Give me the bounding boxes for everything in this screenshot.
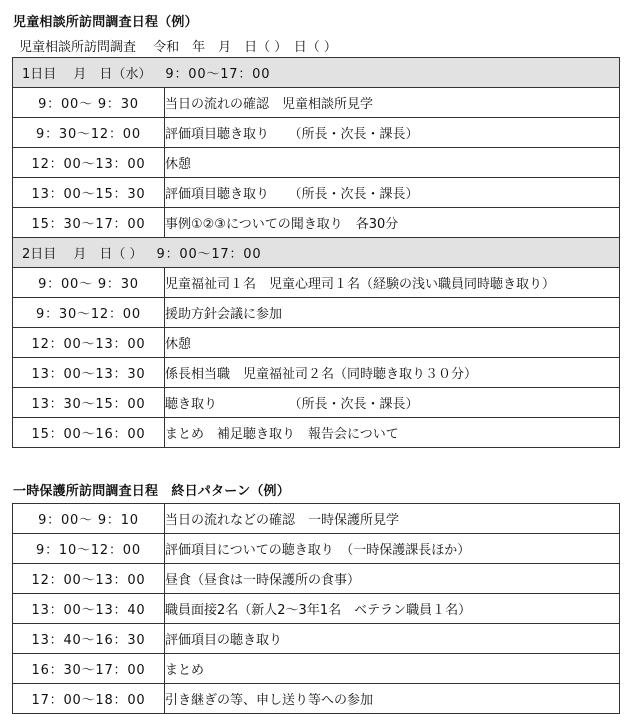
task-cell: 事例①②③についての聞き取り 各30分 (165, 208, 620, 238)
time-cell: 13：00～15：30 (13, 178, 165, 208)
table-row (13, 328, 620, 358)
table-row (13, 298, 620, 328)
task-cell: 休憩 (165, 328, 620, 358)
time-cell: 9：10～12：00 (13, 534, 165, 564)
task-cell: 援助方針会議に参加 (165, 298, 620, 328)
table-row (13, 564, 620, 594)
table-row (13, 624, 620, 654)
task-cell: 引き継ぎの等、申し送り等への参加 (165, 684, 620, 714)
table-row (13, 418, 620, 448)
table-row (13, 88, 620, 118)
task-cell: 係長相当職 児童福祉司２名（同時聴き取り３０分） (165, 358, 620, 388)
time-cell: 15：00～16：00 (13, 418, 165, 448)
time-cell: 9：30～12：00 (13, 118, 165, 148)
time-cell: 12：00～13：00 (13, 328, 165, 358)
table-row (13, 178, 620, 208)
task-cell: 職員面接2名（新人2～3年1名 ベテラン職員１名） (165, 594, 620, 624)
day-header (13, 58, 620, 88)
time-cell: 13：00～13：40 (13, 594, 165, 624)
table-row (13, 594, 620, 624)
table-row (13, 358, 620, 388)
time-cell: 13：00～13：30 (13, 358, 165, 388)
protection-schedule-table (12, 503, 620, 714)
consultation-schedule-table (12, 57, 620, 448)
time-cell: 12：00～13：00 (13, 148, 165, 178)
table-row (13, 208, 620, 238)
time-cell: 9：00～ 9：30 (13, 88, 165, 118)
task-cell: 評価項目聴き取り （所長・次長・課長） (165, 118, 620, 148)
time-cell: 12：00～13：00 (13, 564, 165, 594)
day-header (13, 238, 620, 268)
protection-title: 一時保護所訪問調査日程 終日パターン（例） (13, 484, 290, 499)
task-cell: まとめ (165, 654, 620, 684)
time-cell: 9：00～ 9：10 (13, 504, 165, 534)
time-cell: 13：40～16：30 (13, 624, 165, 654)
table-row (13, 268, 620, 298)
table-row (13, 388, 620, 418)
task-cell: 当日の流れなどの確認 一時保護所見学 (165, 504, 620, 534)
task-cell: 評価項目聴き取り （所長・次長・課長） (165, 178, 620, 208)
time-cell: 9：00～ 9：30 (13, 268, 165, 298)
table-row (13, 118, 620, 148)
task-cell: 聴き取り （所長・次長・課長） (165, 388, 620, 418)
task-cell: 昼食（昼食は一時保護所の食事） (165, 564, 620, 594)
day-header-row (13, 58, 620, 88)
day-hours: 9：00～17：00 (165, 67, 271, 82)
table-row (13, 534, 620, 564)
time-cell: 17：00～18：00 (13, 684, 165, 714)
day-label: 1日目 月 日（水） (22, 67, 152, 82)
time-cell: 15：30～17：00 (13, 208, 165, 238)
day-header-row (13, 238, 620, 268)
table-row (13, 148, 620, 178)
task-cell: 評価項目についての聴き取り （一時保護課長ほか） (165, 534, 620, 564)
consultation-title: 児童相談所訪問調査日程（例） (13, 15, 198, 30)
table-row (13, 654, 620, 684)
task-cell: 評価項目の聴き取り (165, 624, 620, 654)
time-cell: 13：30～15：00 (13, 388, 165, 418)
task-cell: 児童福祉司１名 児童心理司１名（経験の浅い職員同時聴き取り） (165, 268, 620, 298)
task-cell: 休憩 (165, 148, 620, 178)
time-cell: 16：30～17：00 (13, 654, 165, 684)
task-cell: 当日の流れの確認 児童相談所見学 (165, 88, 620, 118)
table-row (13, 504, 620, 534)
time-cell: 9：30～12：00 (13, 298, 165, 328)
consultation-visit-line: 児童相談所訪問調査 令和 年 月 日（ ） 日（ ） (19, 40, 337, 55)
day-label: 2日目 月 日（ ） (22, 247, 143, 262)
day-hours: 9：00～17：00 (156, 247, 262, 262)
task-cell: まとめ 補足聴き取り 報告会について (165, 418, 620, 448)
table-row (13, 684, 620, 714)
